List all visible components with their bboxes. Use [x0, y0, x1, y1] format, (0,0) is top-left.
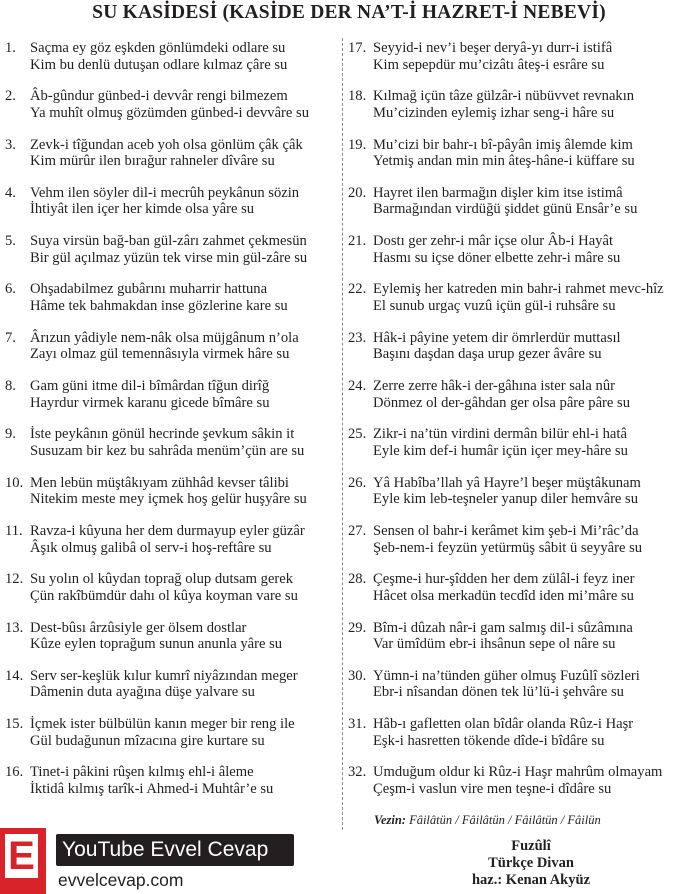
verse-number: 29.: [348, 619, 367, 636]
verse: [5, 475, 337, 523]
meter-text: Fâilâtün / Fâilâtün / Fâilâtün / Fâilün: [409, 813, 601, 827]
verse-line: Çeşme-i hur-şîdden her dem zülâl-i feyz iner: [373, 571, 635, 588]
verse-line: Kılmağ içün tâze gülzâr-i nübüvvet revnakın: [373, 88, 635, 105]
verse: [348, 475, 696, 523]
verse-line: Ebr-i nîsandan dönen tek lü’lü-i şehvâre su: [373, 684, 624, 701]
verse-line: Hâb-ı gafletten olan bîdâr olanda Rûz-i Haşr: [373, 716, 634, 733]
verse-line: Kim bu denlü dutuşan odlare kılmaz çâre su: [30, 56, 288, 73]
verse: [348, 620, 696, 668]
verse: [348, 40, 696, 88]
verse-line: Şeb-nem-i feyzün yetürmüş sâbit ü seyyâre su: [373, 539, 643, 556]
verse-number: 3.: [5, 136, 16, 153]
verse: [348, 378, 696, 426]
verse-line: Mu’cizi bir bahr-ı bî-pâyân imiş âlemde kim: [373, 136, 633, 153]
verse: [5, 426, 337, 474]
verse-number: 19.: [348, 136, 367, 153]
verse: [5, 40, 337, 88]
verse: [5, 716, 337, 764]
verse-line: Hayret ilen barmağın dişler kim itse istimâ: [373, 184, 623, 201]
verse-number: 5.: [5, 233, 16, 250]
verse: [348, 281, 696, 329]
verse: [348, 571, 696, 619]
poem-column-right: [348, 40, 696, 813]
verse: [5, 523, 337, 571]
verse: [348, 233, 696, 281]
verse-lines: [30, 426, 304, 459]
verse-line: Kim sepepdür mu’cizâtı âteş-i esrâre su: [373, 56, 605, 73]
verse-number: 6.: [5, 281, 16, 298]
verse-line: Zayı olmaz gül temennâsıyla virmek hâre su: [30, 346, 290, 363]
verse: [5, 571, 337, 619]
verse-number: 22.: [348, 281, 367, 298]
verse-line: Nitekim meste mey içmek hoş gelür huşyâre su: [30, 491, 307, 508]
verse-line: El sunub urgaç vuzû içün gül-i ruhsâre su: [373, 298, 616, 315]
verse-lines: [373, 475, 641, 508]
verse-lines: [30, 378, 270, 411]
verse-line: Barmağından virdüğü şiddet günü Ensâr’e su: [373, 201, 638, 218]
verse-line: Hâme tek bahmakdan inse gözlerine kare su: [30, 298, 288, 315]
verse-line: Çeşm-i vaslun vire men teşne-i dîdâre su: [373, 781, 612, 798]
verse-line: Gam güni itme dil-i bîmârdan tîğun dirîğ: [30, 378, 270, 395]
channel-watermark: [0, 826, 300, 894]
verse-lines: [30, 668, 298, 701]
channel-website: evvelcevap.com: [58, 870, 184, 890]
verse-lines: [30, 137, 303, 170]
verse: [5, 620, 337, 668]
verse-lines: [30, 40, 287, 73]
verse-line: Âşık olmuş galibâ ol serv-i hoş-reftâre su: [30, 539, 272, 556]
verse-line: Eylemiş her katreden min bahr-i rahmet mevc-hîz: [373, 281, 664, 298]
verse-line: İçmek ister bülbülün kanın meger bir reng ile: [30, 716, 295, 733]
verse-line: Ârızun yâdiyle nem-nâk olsa müjgânum n’ola: [30, 329, 299, 346]
verse-line: Ya muhît olmuş gözümden günbed-i devvâre su: [30, 104, 310, 121]
verse-lines: [373, 523, 642, 556]
column-divider: [342, 38, 343, 830]
verse: [5, 88, 337, 136]
verse-number: 11.: [5, 522, 23, 539]
verse-line: Dâmenin duta ayağına düşe yalvare su: [30, 684, 255, 701]
verse: [5, 281, 337, 329]
verse-number: 16.: [5, 764, 24, 781]
verse-lines: [373, 88, 634, 121]
verse-number: 7.: [5, 329, 16, 346]
verse-line: Bir gül açılmaz yüzün tek virse min gül-zâre su: [30, 249, 308, 266]
verse-line: Sensen ol bahr-i kerâmet kim şeb-i Mi’râc’da: [373, 522, 639, 539]
work-title: Türkçe Divan: [488, 855, 574, 871]
verse-lines: [30, 620, 282, 653]
verse-lines: [373, 378, 630, 411]
verse-line: Eyle kim def-i humâr içün içer mey-hâre su: [373, 442, 628, 459]
verse-number: 26.: [348, 474, 367, 491]
verse: [348, 426, 696, 474]
verse-line: Vehm ilen söyler dil-i mecrûh peykânun sözin: [30, 184, 300, 201]
channel-name-banner: [56, 834, 294, 866]
verse-line: Hâk-i pâyine yetem dir ömrlerdür muttasıl: [373, 329, 621, 346]
verse-lines: [30, 88, 309, 121]
verse-lines: [30, 523, 305, 556]
verse-line: Su yolın ol kûydan toprağ olup dutsam gerek: [30, 571, 294, 588]
verse-lines: [373, 40, 612, 73]
verse-line: Yâ Habîba’llah yâ Hayre’l beşer müştâkunam: [373, 474, 641, 491]
verse-number: 14.: [5, 667, 24, 684]
verse-line: Ohşadabilmez gubârını muharrir hattuna: [30, 281, 268, 298]
verse-line: İste peykânın gönül hecrinde şevkum sâkin it: [30, 426, 295, 443]
verse-number: 4.: [5, 184, 16, 201]
verse-line: Âb-gûndur günbed-i devvâr rengi bilmezem: [30, 88, 288, 105]
verse-number: 32.: [348, 764, 367, 781]
verse-number: 8.: [5, 378, 16, 395]
verse-number: 9.: [5, 426, 16, 443]
verse: [348, 330, 696, 378]
verse-number: 20.: [348, 184, 367, 201]
channel-logo: [0, 828, 46, 894]
verse-number: 27.: [348, 522, 367, 539]
verse-number: 12.: [5, 571, 24, 588]
verse-lines: [30, 233, 307, 266]
verse-line: İktidâ kılmış tarîk-i Ahmed-i Muhtâr’e su: [30, 781, 274, 798]
verse-line: Mu’cizinden eylemiş izhar seng-i hâre su: [373, 104, 615, 121]
verse: [348, 716, 696, 764]
verse-number: 2.: [5, 88, 16, 105]
verse: [5, 764, 337, 812]
verse: [5, 378, 337, 426]
verse-line: Çün rakîbümdür dahı ol kûya koyman vare su: [30, 587, 298, 604]
verse-line: Zevk-i tîğundan aceb yoh olsa gönlüm çâk çâk: [30, 136, 303, 153]
verse-line: Hasmı su içse döner elbette zehr-i mâre su: [373, 249, 621, 266]
verse-line: Dostı ger zehr-i mâr içse olur Âb-i Hayât: [373, 233, 614, 250]
verse-lines: [373, 281, 664, 314]
verse-lines: [373, 330, 621, 363]
verse: [5, 185, 337, 233]
verse-lines: [30, 571, 298, 604]
verse-lines: [30, 716, 295, 749]
verse: [348, 137, 696, 185]
verse-line: Var ümîdüm ebr-i ihsânun sepe ol nâre su: [373, 636, 616, 653]
verse-lines: [373, 620, 633, 653]
verse-line: Dest-bûsı ârzûsiyle ger ölsem dostlar: [30, 619, 247, 636]
verse-number: 23.: [348, 329, 367, 346]
verse-line: Zerre zerre hâk-i der-gâhına ister sala nûr: [373, 378, 615, 395]
verse-line: Serv ser-keşlük kılur kumrî niyâzından meger: [30, 667, 298, 684]
channel-name: YouTube Evvel Cevap: [62, 838, 269, 861]
verse-lines: [373, 716, 633, 749]
verse-line: Saçma ey göz eşkden gönlümdeki odlare su: [30, 40, 286, 56]
verse: [5, 233, 337, 281]
verse-lines: [30, 185, 299, 218]
verse: [5, 668, 337, 716]
verse-number: 1.: [5, 40, 16, 56]
verse-number: 17.: [348, 40, 367, 56]
verse-line: Gül budağunun mîzacına gire kurtare su: [30, 732, 265, 749]
author-name: Fuzûlî: [511, 838, 551, 854]
verse-line: Eşk-i hasretten tökende dîde-i bîdâre su: [373, 732, 605, 749]
verse-line: Hâcet olsa merkadün tecdîd iden mi’mâre su: [373, 587, 634, 604]
verse-lines: [373, 233, 620, 266]
verse-line: Zikr-i na’tün virdini dermân bilür ehl-i hatâ: [373, 426, 627, 443]
verse-line: Umduğum oldur ki Rûz-i Haşr mahrûm olmayam: [373, 764, 663, 781]
verse-lines: [373, 426, 628, 459]
verse-number: 24.: [348, 378, 367, 395]
verse: [348, 88, 696, 136]
verse-lines: [30, 475, 307, 508]
verse-lines: [373, 764, 662, 797]
channel-logo-letter: E: [5, 834, 38, 878]
verse-line: Yümn-i na’tünden güher olmuş Fuzûlî sözleri: [373, 667, 640, 684]
verse-line: Dönmez ol der-gâhdan ger olsa pâre pâre su: [373, 394, 631, 411]
verse-line: Men lebün müştâkıyam zühhâd kevser tâlibi: [30, 474, 289, 491]
verse-line: Seyyid-i nev’i beşer deryâ-yı durr-i istifâ: [373, 40, 613, 56]
verse-lines: [30, 281, 288, 314]
verse-lines: [373, 185, 637, 218]
verse-lines: [30, 330, 299, 363]
verse-lines: [373, 668, 640, 701]
meter-label: Vezin:: [374, 813, 406, 827]
verse-line: Ravza-i kûyuna her dem durmayup eyler güzâr: [30, 522, 305, 539]
verse-number: 15.: [5, 716, 24, 733]
verse-number: 18.: [348, 88, 367, 105]
page-title: SU KASİDESİ (KASİDE DER NA’T-İ HAZRET-İ NEBEVİ): [92, 2, 606, 23]
verse-line: Hayrdur virmek karanu gicede bîmâre su: [30, 394, 270, 411]
verse-line: Bîm-i dûzah nâr-i gam salmış dil-i sûzâmına: [373, 619, 633, 636]
verse-line: İhtiyât ilen içer her kimde olsa yâre su: [30, 201, 255, 218]
verse-number: 13.: [5, 619, 24, 636]
verse: [348, 668, 696, 716]
verse-line: Susuzam bir kez bu sahrâda menüm’çün are su: [30, 442, 305, 459]
verse-line: Eyle kim leb-teşneler yanup diler hemvâre su: [373, 491, 639, 508]
verse-lines: [30, 764, 273, 797]
verse-lines: [373, 137, 635, 170]
verse: [348, 185, 696, 233]
verse-line: Tinet-i pâkini rûşen kılmış ehl-i âleme: [30, 764, 254, 781]
verse-number: 21.: [348, 233, 367, 250]
poem-column-left: [5, 40, 337, 813]
verse-line: Yetmiş andan min min âteş-hâne-i küffare su: [373, 153, 635, 170]
verse-line: Kûze eylen toprağum sunun anunla yâre su: [30, 636, 283, 653]
verse: [348, 764, 696, 812]
verse-number: 25.: [348, 426, 367, 443]
meter-note: [374, 813, 601, 828]
verse-line: Kim mürûr ilen bırağur rahneler dîvâre su: [30, 153, 275, 170]
verse-number: 28.: [348, 571, 367, 588]
verse-line: Başını daşdan daşa urup gezer âvâre su: [373, 346, 602, 363]
verse-number: 10.: [5, 474, 24, 491]
verse-lines: [373, 571, 634, 604]
verse: [5, 137, 337, 185]
credits-block: [450, 838, 612, 889]
verse: [5, 330, 337, 378]
editor-credit: haz.: Kenan Akyüz: [471, 872, 591, 888]
verse-number: 30.: [348, 667, 367, 684]
verse-line: Suya virsün bağ-ban gül-zârı zahmet çekmesün: [30, 233, 307, 250]
verse-number: 31.: [348, 716, 367, 733]
verse: [348, 523, 696, 571]
